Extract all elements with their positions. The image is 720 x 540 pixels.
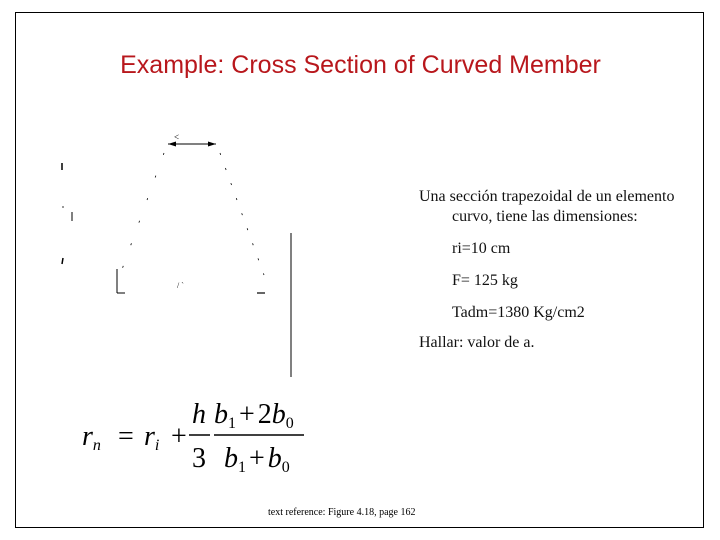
formula-ri: ri: [144, 421, 160, 454]
value-allowable-stress: Tadm=1380 Kg/cm2: [452, 304, 585, 321]
task-statement: Hallar: valor de a.: [419, 334, 535, 351]
formula-rn: rn: [82, 421, 101, 454]
formula-plus: +: [171, 421, 187, 452]
top-dimension-arrow-left: [168, 142, 176, 147]
fraction1-denominator: 3: [192, 443, 206, 474]
neutral-axis-formula: [78, 391, 318, 477]
top-dimension-mark: <: [174, 132, 180, 142]
bottom-center-mark: / `: [177, 281, 184, 290]
value-force: F= 125 kg: [452, 272, 518, 289]
fraction2-denominator: b1 + b0: [224, 443, 290, 476]
text-reference: text reference: Figure 4.18, page 162: [268, 507, 416, 518]
slide-title: Example: Cross Section of Curved Member: [120, 51, 601, 79]
value-inner-radius: ri=10 cm: [452, 240, 511, 257]
top-dimension-arrow-right: [208, 142, 216, 147]
fraction1-numerator: h: [192, 399, 206, 430]
left-mark-bottom: [62, 258, 63, 264]
fraction2-numerator: b1 + 2b0: [214, 399, 294, 432]
formula-equals: =: [118, 421, 134, 452]
trapezoid-right-side: [220, 153, 264, 275]
trapezoid-left-side: [120, 153, 164, 275]
problem-statement: [419, 187, 679, 353]
slide: [15, 12, 704, 528]
description-paragraph: Una sección trapezoidal de un elemento curvo, tiene las dimensiones:: [419, 188, 675, 225]
